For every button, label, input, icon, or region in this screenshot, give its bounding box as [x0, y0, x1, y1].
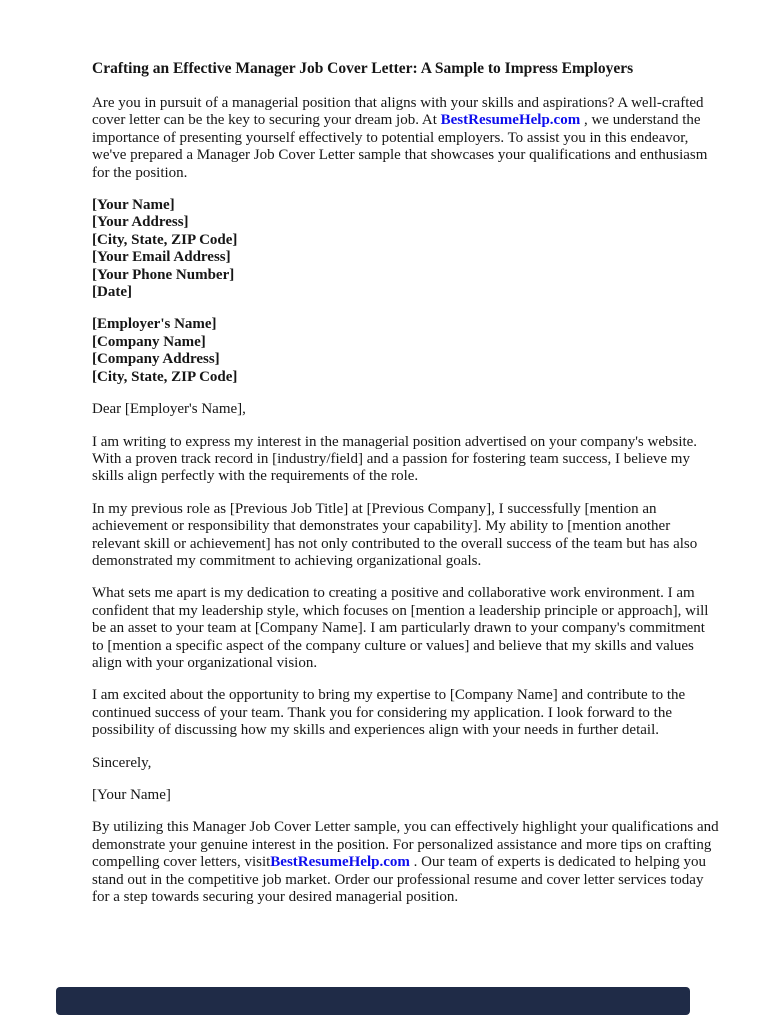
paragraph — [92, 501, 720, 571]
placeholder-line: [Company Name] — [92, 333, 206, 350]
document-title: Crafting an Effective Manager Job Cover Letter: A Sample to Impress Employers — [92, 60, 634, 77]
paragraph — [92, 434, 720, 486]
address-block — [92, 316, 720, 386]
paragraph — [92, 585, 720, 672]
text-segment: What sets me apart is my dedication to creating a positive and collaborative work environment. I am confident that my leadership style, which focuses on [mention a leadership principle or approach], will be an asset to your team at [Company Name]. I am particularly drawn to your company's commitment to [mention a specific aspect of the company culture or values] and believe that my skills and values align with your organizational vision. — [92, 585, 709, 671]
letter-content — [92, 60, 720, 921]
bestresumehelp-link[interactable]: BestResumeHelp.com — [440, 112, 581, 129]
paragraph — [92, 687, 720, 739]
paragraph — [92, 95, 720, 182]
placeholder-line: [Your Address] — [92, 214, 189, 231]
placeholder-line: [Your Phone Number] — [92, 266, 235, 283]
text-segment: In my previous role as [Previous Job Title] at [Previous Company], I successfully [mention an achievement or responsibility that demonstrates your capability]. My ability to [mention another relevant skill or achievement] has not only contributed to the overall success of the team but has also demonstrated my commitment to achieving organizational goals. — [92, 500, 698, 569]
paragraph — [92, 787, 720, 804]
placeholder-line: [City, State, ZIP Code] — [92, 368, 238, 385]
text-segment: Dear [Employer's Name], — [92, 401, 246, 418]
text-segment: [Your Name] — [92, 787, 171, 803]
bestresumehelp-link[interactable]: BestResumeHelp.com — [270, 854, 410, 871]
footer-bar — [56, 987, 690, 1015]
text-segment: Sincerely, — [92, 754, 152, 771]
placeholder-line: [Your Email Address] — [92, 249, 231, 266]
address-block — [92, 197, 720, 301]
placeholder-line: [City, State, ZIP Code] — [92, 231, 238, 248]
text-segment: I am writing to express my interest in the managerial position advertised on your company's website. With a proven track record in [industry/field] and a passion for fostering team success, I believe my skills align perfectly with the requirements of the role. — [92, 433, 698, 485]
letter-body — [92, 95, 720, 906]
text-segment: By utilizing this Manager Job Cover Letter sample, you can effectively highlight your qualifications and demonstrate your genuine interest in the position. For personalized assistance and more tips on crafting compelling cover letters, visit — [92, 819, 719, 871]
paragraph — [92, 819, 720, 906]
paragraph — [92, 401, 720, 418]
placeholder-line: [Employer's Name] — [92, 316, 217, 333]
text-segment: I am excited about the opportunity to bring my expertise to [Company Name] and contribute to the continued success of your team. Thank you for considering my application. I look forward to the possibility of discussing how my skills and experiences align with your needs in further detail. — [92, 687, 686, 739]
placeholder-line: [Company Address] — [92, 351, 220, 368]
text-segment: . Our team of experts is dedicated to helping you stand out in the competitive job market. Order our professional resume and cover letter services today for a step towards securing your desired managerial position. — [92, 854, 707, 906]
placeholder-line: [Your Name] — [92, 197, 175, 214]
text-segment: , we understand the importance of presenting yourself effectively to potential employers. To assist you in this endeavor, we've prepared a Manager Job Cover Letter sample that showcases your qualifications and enthusiasm for the position. — [92, 112, 708, 181]
paragraph — [92, 755, 720, 772]
text-segment: Are you in pursuit of a managerial position that aligns with your skills and aspirations? A well-crafted cover letter can be the key to securing your dream job. At — [92, 95, 704, 129]
placeholder-line: [Date] — [92, 284, 132, 301]
